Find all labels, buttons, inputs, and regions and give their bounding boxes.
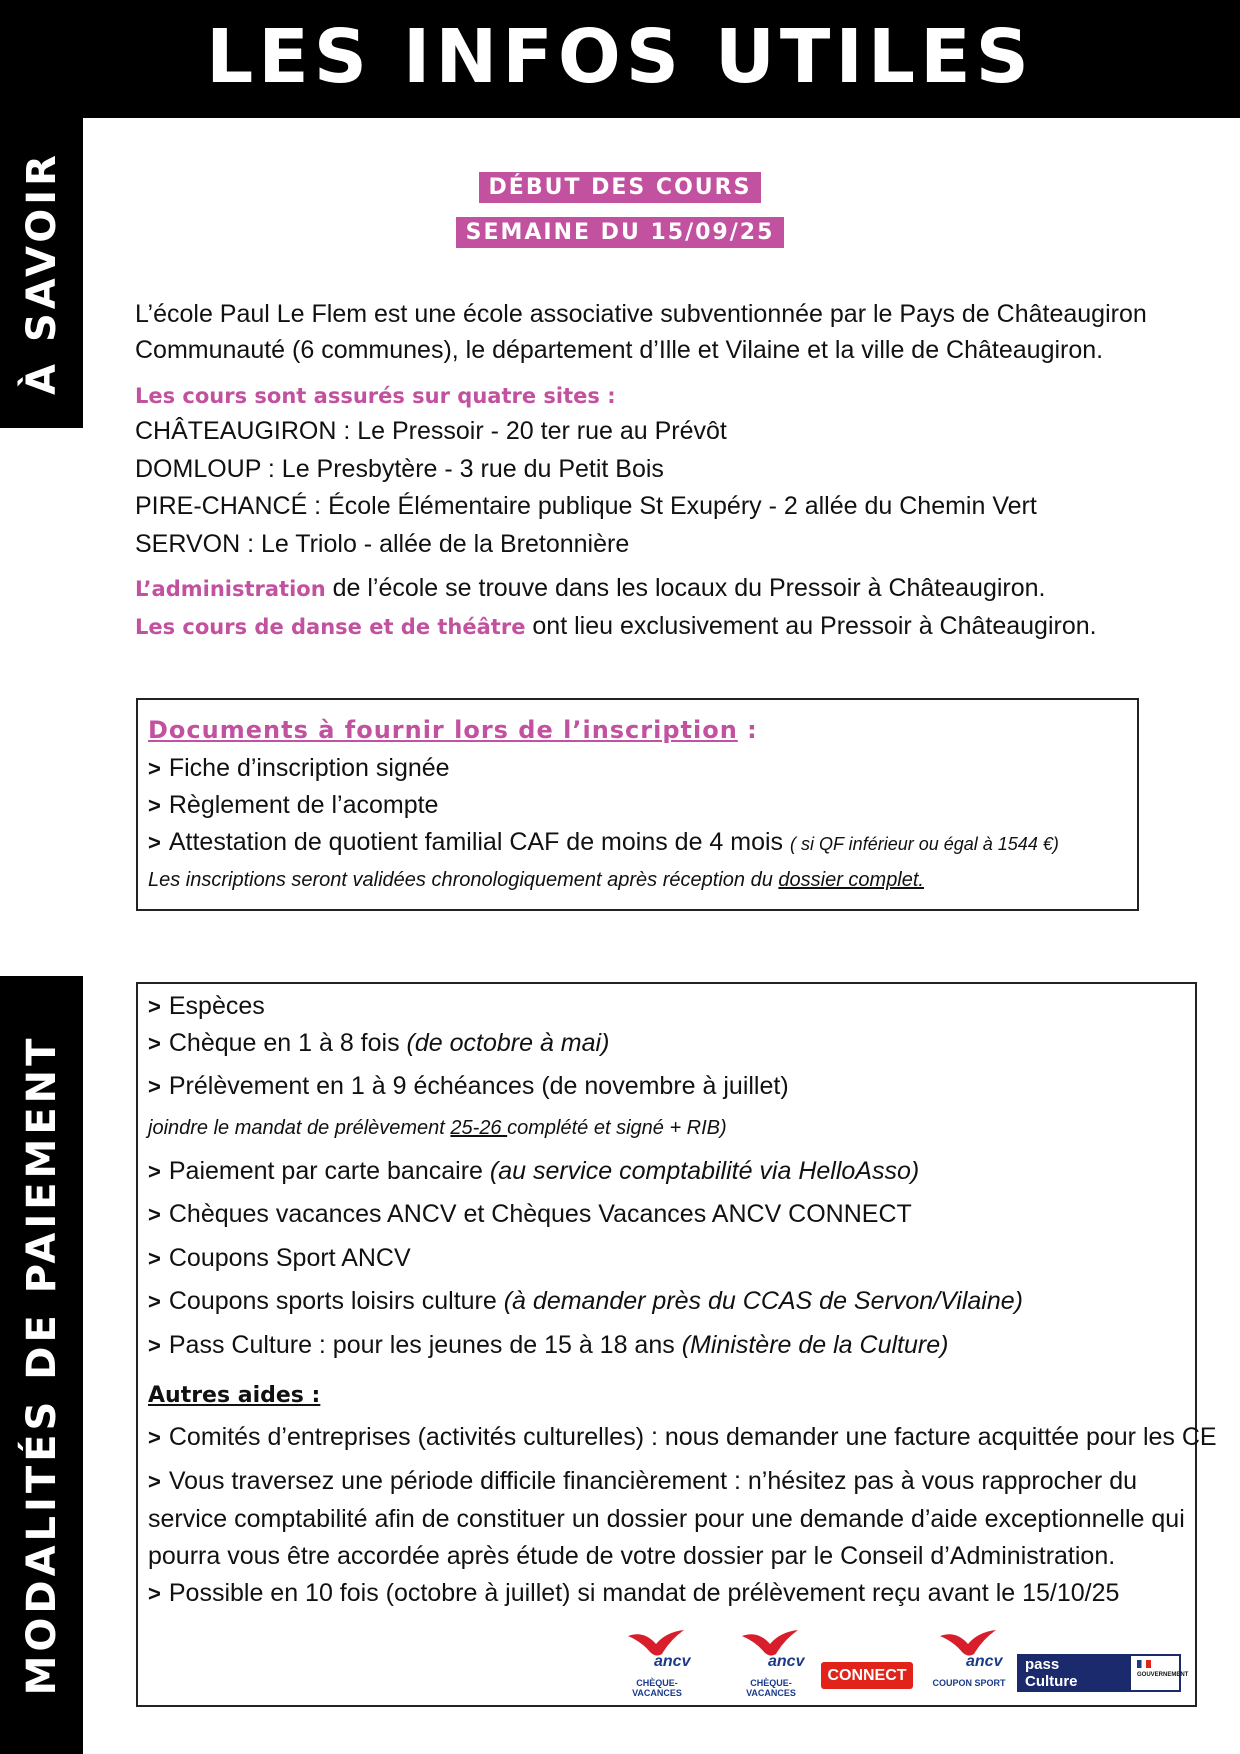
- documents-title-colon: :: [737, 716, 758, 744]
- other-aid-item-text: Possible en 10 fois (octobre à juillet) si mandat de prélèvement reçu avant le 15/10/25: [168, 1579, 1120, 1607]
- intro-line-1: L’école Paul Le Flem est une école associative subventionnée par le Pays de Châteaugiron: [135, 300, 1147, 328]
- connect-badge: CONNECT: [821, 1662, 913, 1689]
- document-item-label: Règlement de l’acompte: [168, 791, 439, 819]
- ancv-connect-logo: [726, 1628, 816, 1698]
- payment-item-text: Pass Culture : pour les jeunes de 15 à 18 ans: [168, 1331, 682, 1359]
- documents-heading: [148, 712, 758, 748]
- payment-item-text: Chèques vacances ANCV et Chèques Vacances ANCV CONNECT: [168, 1200, 912, 1228]
- other-aid-heading: Autres aides :: [148, 1383, 321, 1408]
- pass-culture-line-2: Culture: [1025, 1673, 1078, 1690]
- payment-item-note: (Ministère de la Culture): [681, 1331, 949, 1359]
- gouvernement-text: GOUVERNEMENT: [1137, 1672, 1189, 1678]
- payment-item-note: (à demander près du CCAS de Servon/Vilaine): [503, 1287, 1023, 1315]
- chevron-right-icon: >: [148, 756, 161, 781]
- intro-line-2: Communauté (6 communes), le département d’Ille et Vilaine et la ville de Châteaugiron.: [135, 336, 1104, 364]
- start-badge-1: [0, 172, 1240, 203]
- chevron-right-icon: >: [148, 1074, 161, 1099]
- payment-item-text: Espèces: [168, 992, 265, 1020]
- pass-culture-line-1: pass: [1025, 1656, 1060, 1673]
- documents-footer-text: Les inscriptions seront validées chronologiquement après réception du: [148, 869, 779, 891]
- ancv-coupon-sport-logo: [924, 1628, 1014, 1698]
- dance-bold: Les cours de danse et de théâtre: [135, 615, 526, 639]
- start-badge-2: [0, 217, 1240, 248]
- documents-footer: [148, 862, 924, 898]
- side-tab-a-savoir-label: À SAVOIR: [18, 151, 65, 395]
- ancv-sub: CHÈQUE-VACANCES: [632, 1678, 682, 1698]
- flag-icon: [1137, 1660, 1151, 1668]
- document-item-label: Attestation de quotient familial CAF de moins de 4 mois: [168, 828, 784, 856]
- side-tab-modalites-label: MODALITÉS DE PAIEMENT: [18, 1034, 65, 1696]
- payment-item: [148, 1196, 912, 1233]
- document-item: [148, 750, 450, 787]
- ancv-sub: CHÈQUE-VACANCES: [746, 1678, 796, 1698]
- page-header: [0, 0, 1240, 118]
- site-item: SERVON : Le Triolo - allée de la Bretonnière: [135, 530, 630, 558]
- payment-item: [148, 1327, 948, 1364]
- other-aid-item: [148, 1575, 1119, 1612]
- other-aid-item-cont: pourra vous être accordée après étude de votre dossier par le Conseil d’Administration.: [148, 1542, 1116, 1570]
- site-item: PIRE-CHANCÉ : École Élémentaire publique St Exupéry - 2 allée du Chemin Vert: [135, 492, 1037, 520]
- ancv-word: ancv: [768, 1653, 805, 1670]
- document-item-label: Fiche d’inscription signée: [168, 754, 450, 782]
- ancv-cheque-vacances-logo: [612, 1628, 702, 1698]
- ancv-word: ancv: [654, 1653, 691, 1670]
- gouvernement-logo: [1131, 1656, 1189, 1690]
- qf-note: ( si QF inférieur ou égal à 1544 €): [790, 834, 1059, 854]
- chevron-right-icon: >: [148, 1581, 161, 1606]
- payment-item: [148, 1283, 1023, 1320]
- documents-title: Documents à fournir lors de l’inscription: [148, 716, 738, 744]
- ancv-sub: COUPON SPORT: [932, 1678, 1006, 1688]
- dance-line: [135, 608, 1097, 645]
- other-aid-item-text: Comités d’entreprises (activités culturelles) : nous demander une facture acquittée pour les CE: [168, 1423, 1217, 1451]
- side-tab-modalites: [0, 976, 83, 1754]
- payment-item: [148, 1153, 919, 1190]
- pass-culture-text: [1025, 1656, 1078, 1690]
- chevron-right-icon: >: [148, 830, 161, 855]
- document-item: [148, 824, 1059, 862]
- chevron-right-icon: >: [148, 994, 161, 1019]
- mandate-note: [148, 1110, 727, 1146]
- ancv-word: ancv: [966, 1653, 1003, 1670]
- mandate-note-b: complété et signé + RIB): [507, 1117, 727, 1139]
- payment-item-text: Coupons sports loisirs culture: [168, 1287, 504, 1315]
- payment-item-note: (au service comptabilité via HelloAsso): [489, 1157, 920, 1185]
- chevron-right-icon: >: [148, 1202, 161, 1227]
- admin-rest: de l’école se trouve dans les locaux du Pressoir à Châteaugiron.: [325, 574, 1046, 602]
- payment-item-text: Prélèvement en 1 à 9 échéances (de novembre à juillet): [168, 1072, 789, 1100]
- payment-item-text: Coupons Sport ANCV: [168, 1244, 411, 1272]
- payment-item: [148, 988, 265, 1025]
- documents-footer-link: dossier complet.: [778, 869, 924, 891]
- payment-item: [148, 1025, 609, 1062]
- sites-heading: Les cours sont assurés sur quatre sites :: [135, 384, 616, 408]
- chevron-right-icon: >: [148, 1031, 161, 1056]
- start-badge-1-label: DÉBUT DES COURS: [479, 172, 762, 203]
- payment-item-text: Chèque en 1 à 8 fois: [168, 1029, 407, 1057]
- chevron-right-icon: >: [148, 1159, 161, 1184]
- chevron-right-icon: >: [148, 1289, 161, 1314]
- admin-bold: L’administration: [135, 577, 326, 601]
- other-aid-item: [148, 1419, 1217, 1456]
- payment-item-note: (de octobre à mai): [406, 1029, 610, 1057]
- other-aid-item-cont: service comptabilité afin de constituer un dossier pour une demande d’aide exceptionnelle qui: [148, 1505, 1185, 1533]
- mandate-note-a: joindre le mandat de prélèvement: [148, 1117, 451, 1139]
- dance-rest: ont lieu exclusivement au Pressoir à Châteaugiron.: [525, 612, 1097, 640]
- start-badge-2-label: SEMAINE DU 15/09/25: [456, 217, 785, 248]
- chevron-right-icon: >: [148, 793, 161, 818]
- document-item: [148, 787, 438, 824]
- site-item: DOMLOUP : Le Presbytère - 3 rue du Petit Bois: [135, 455, 664, 483]
- side-tab-a-savoir: [0, 118, 83, 428]
- other-aid-item-text: Vous traversez une période difficile financièrement : n’hésitez pas à vous rapprocher du: [168, 1467, 1138, 1495]
- other-aid-item: [148, 1463, 1137, 1500]
- site-item: CHÂTEAUGIRON : Le Pressoir - 20 ter rue au Prévôt: [135, 417, 727, 445]
- chevron-right-icon: >: [148, 1469, 161, 1494]
- chevron-right-icon: >: [148, 1246, 161, 1271]
- payment-item: [148, 1240, 411, 1277]
- chevron-right-icon: >: [148, 1425, 161, 1450]
- payment-item: [148, 1068, 789, 1105]
- admin-line: [135, 570, 1046, 607]
- pass-culture-logo: [1017, 1654, 1189, 1692]
- payment-item-text: Paiement par carte bancaire: [168, 1157, 490, 1185]
- mandate-note-link: 25-26: [450, 1117, 508, 1139]
- page-title: LES INFOS UTILES: [206, 14, 1034, 100]
- chevron-right-icon: >: [148, 1333, 161, 1358]
